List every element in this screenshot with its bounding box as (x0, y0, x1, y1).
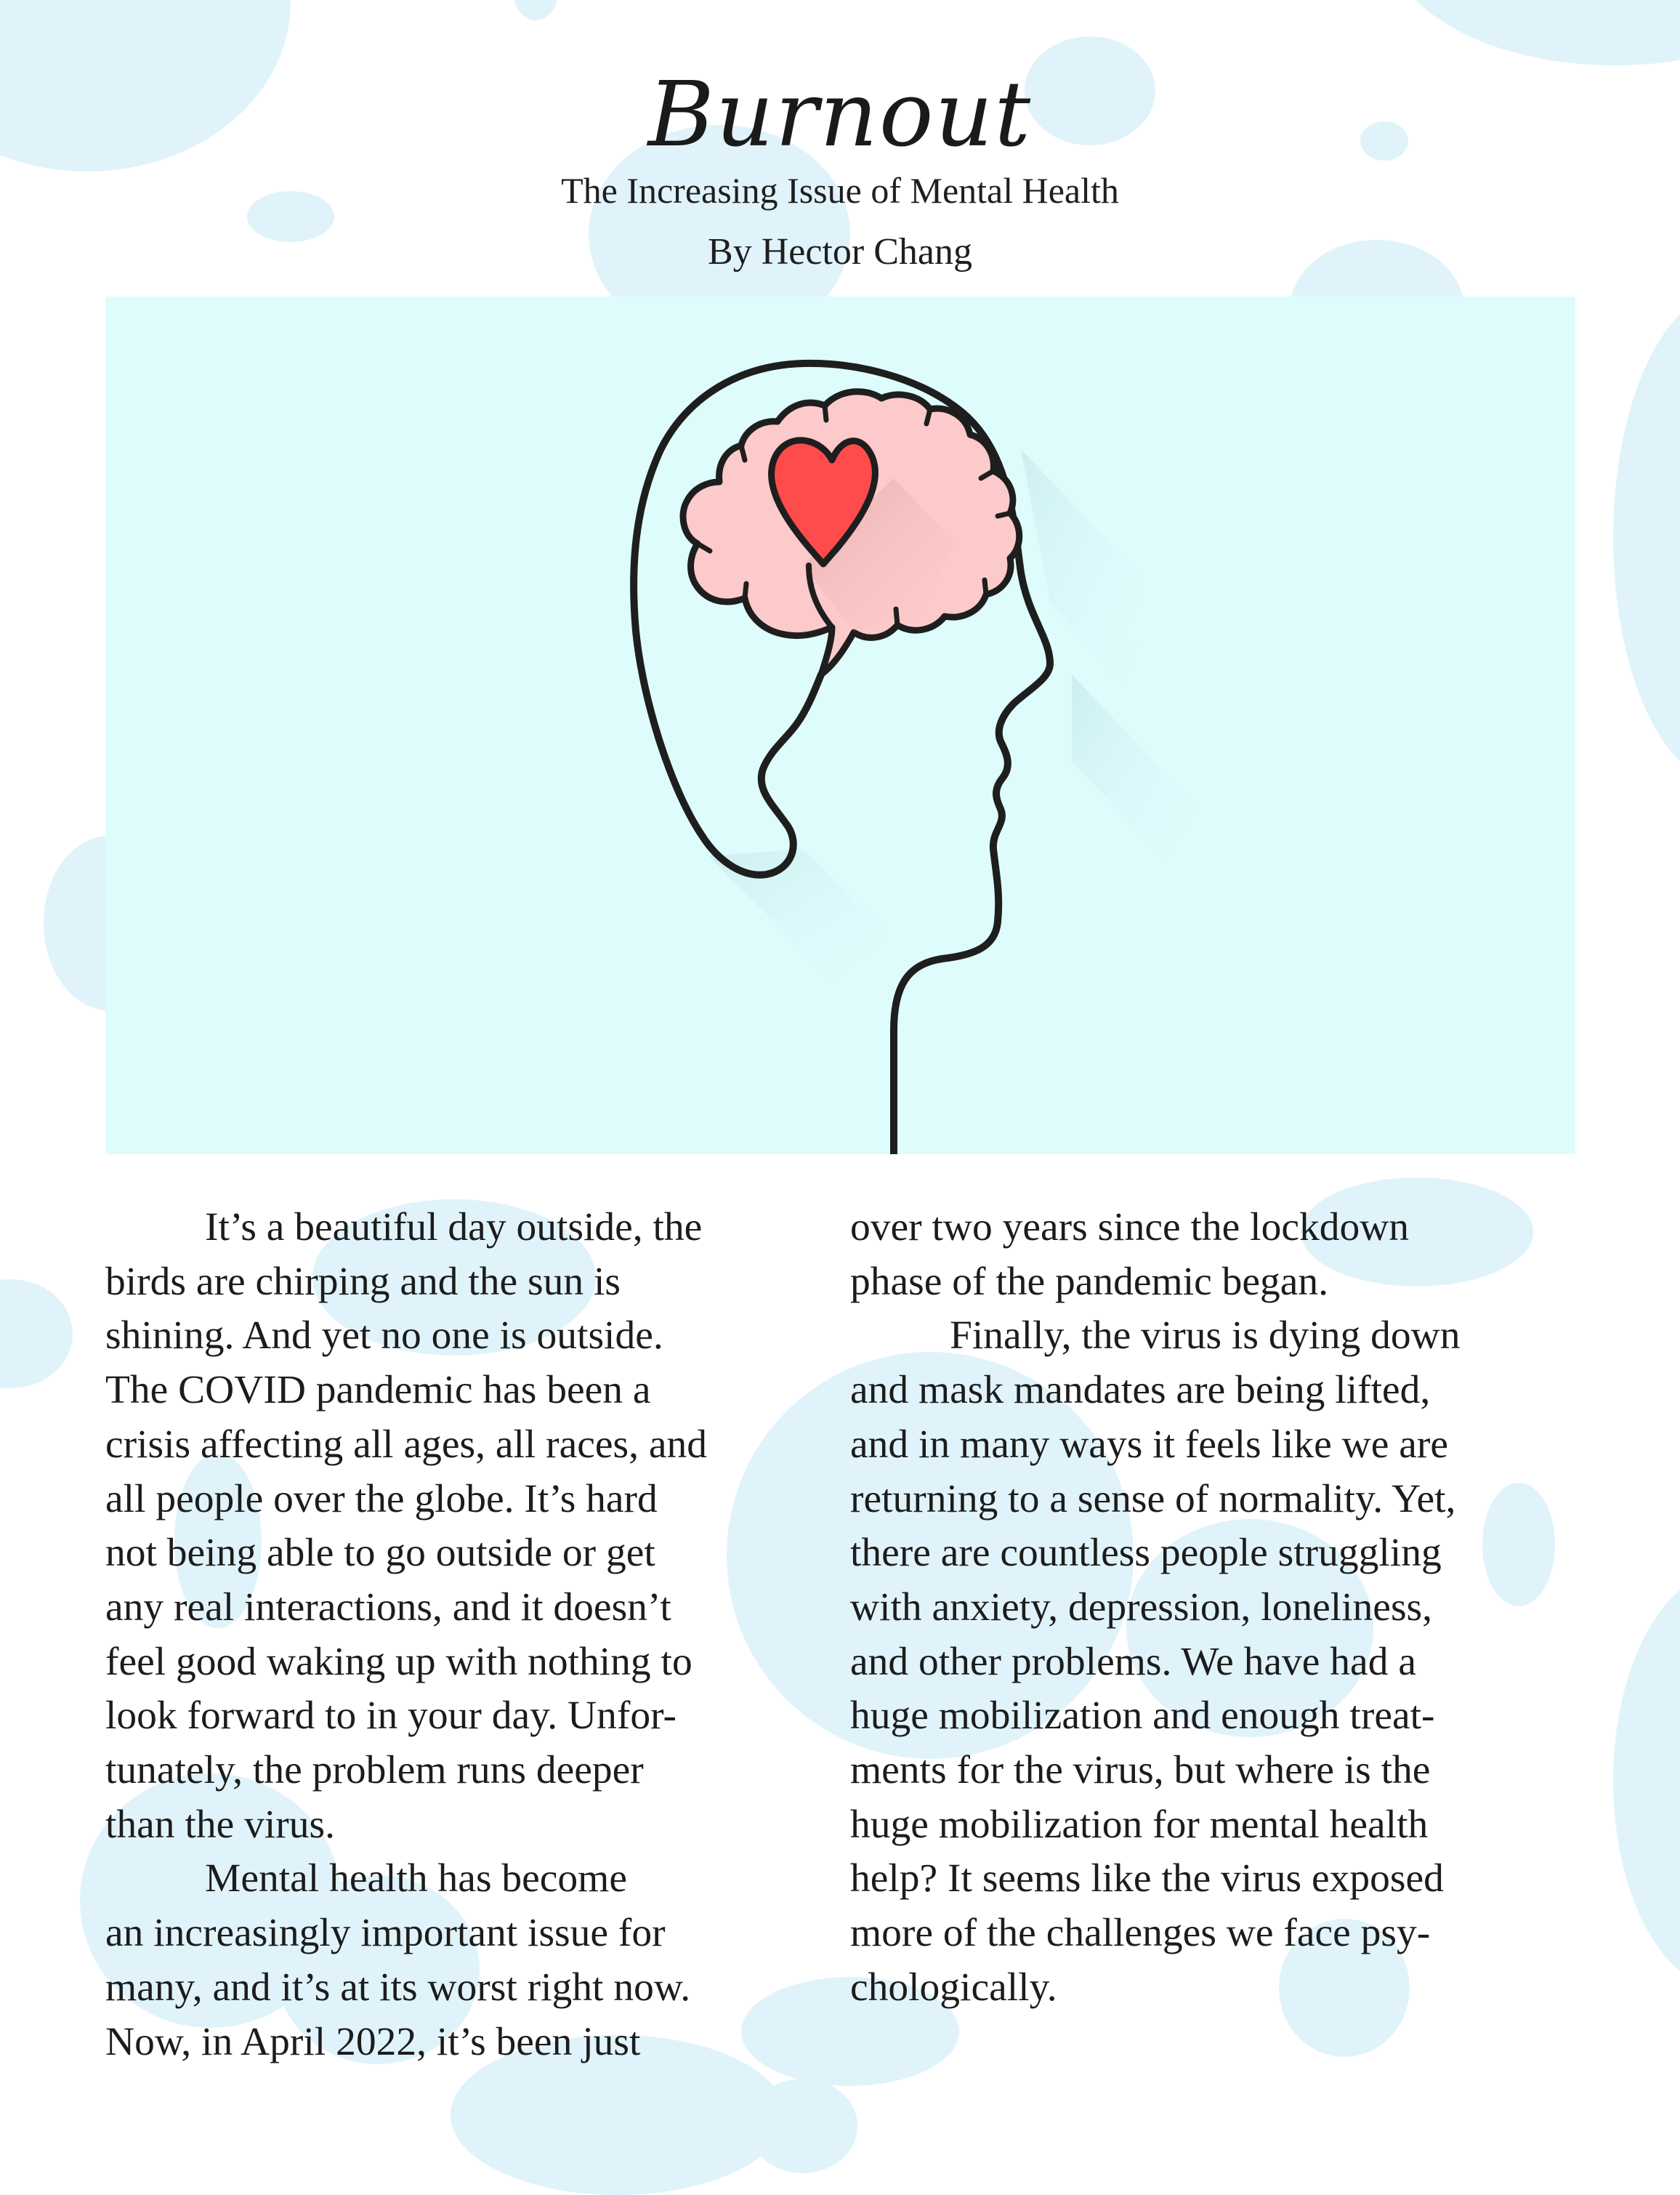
paragraph-line: huge mobilization for mental health (850, 1802, 1429, 1847)
article-byline: By Hector Chang (708, 231, 972, 273)
paragraph-line: shining. And yet no one is outside. (105, 1313, 663, 1358)
background-bubble (1613, 291, 1680, 785)
paragraph-line: and other problems. We have had a (850, 1639, 1416, 1684)
paragraph-line: many, and it’s at its worst right now. (105, 1965, 691, 2010)
article-title: Burnout (647, 63, 1033, 167)
paragraph-line: feel good waking up with nothing to (105, 1639, 692, 1684)
paragraph-line: phase of the pandemic began. (850, 1259, 1329, 1304)
paragraph-line: there are countless people struggling (850, 1531, 1442, 1576)
paragraph-line: and mask mandates are being lifted, (850, 1368, 1431, 1413)
paragraph-line: Now, in April 2022, it’s been just (105, 2019, 641, 2064)
article-subtitle: The Increasing Issue of Mental Health (561, 170, 1119, 211)
paragraph-line: an increasingly important issue for (105, 1911, 666, 1956)
paragraph-line: more of the challenges we face psy- (850, 1911, 1431, 1956)
paragraph-line: huge mobilization and enough treat- (850, 1693, 1435, 1739)
illustration-panel (105, 297, 1575, 1154)
article-column-1 (105, 1201, 817, 2069)
paragraph-line: all people over the globe. It’s hard (105, 1476, 658, 1521)
paragraph-line: chologically. (850, 1965, 1057, 2010)
paragraph-line: not being able to go outside or get (105, 1531, 655, 1576)
paragraph-line: and in many ways it feels like we are (850, 1422, 1448, 1467)
paragraph-line: Finally, the virus is dying down (950, 1313, 1461, 1358)
paragraph-line: The COVID pandemic has been a (105, 1368, 651, 1413)
paragraph-line: ments for the virus, but where is the (850, 1748, 1431, 1793)
paragraph-line: over two years since the lockdown (850, 1205, 1410, 1249)
paragraph-line: with anxiety, depression, loneliness, (850, 1584, 1433, 1630)
article-column-2 (850, 1201, 1562, 2015)
background-bubble (1613, 1570, 1680, 1991)
paragraph-line: birds are chirping and the sun is (105, 1259, 621, 1304)
paragraph-line: than the virus. (105, 1802, 335, 1847)
paragraph-line: tunately, the problem runs deeper (105, 1748, 644, 1793)
head-brain-heart-illustration (105, 297, 1575, 1154)
paragraph-line: It’s a beautiful day outside, the (205, 1205, 703, 1249)
paragraph-line: returning to a sense of normality. Yet, (850, 1476, 1456, 1521)
background-bubble (0, 1279, 73, 1388)
background-bubble (748, 2079, 857, 2173)
paragraph-line: look forward to in your day. Unfor- (105, 1693, 677, 1739)
paragraph-line: any real interactions, and it doesn’t (105, 1584, 671, 1630)
paragraph-line: help? It seems like the virus exposed (850, 1856, 1444, 1901)
background-bubble (512, 0, 559, 20)
paragraph-line: Mental health has become (205, 1856, 627, 1901)
background-bubble (1389, 0, 1680, 65)
paragraph-line: crisis affecting all ages, all races, and (105, 1422, 708, 1467)
